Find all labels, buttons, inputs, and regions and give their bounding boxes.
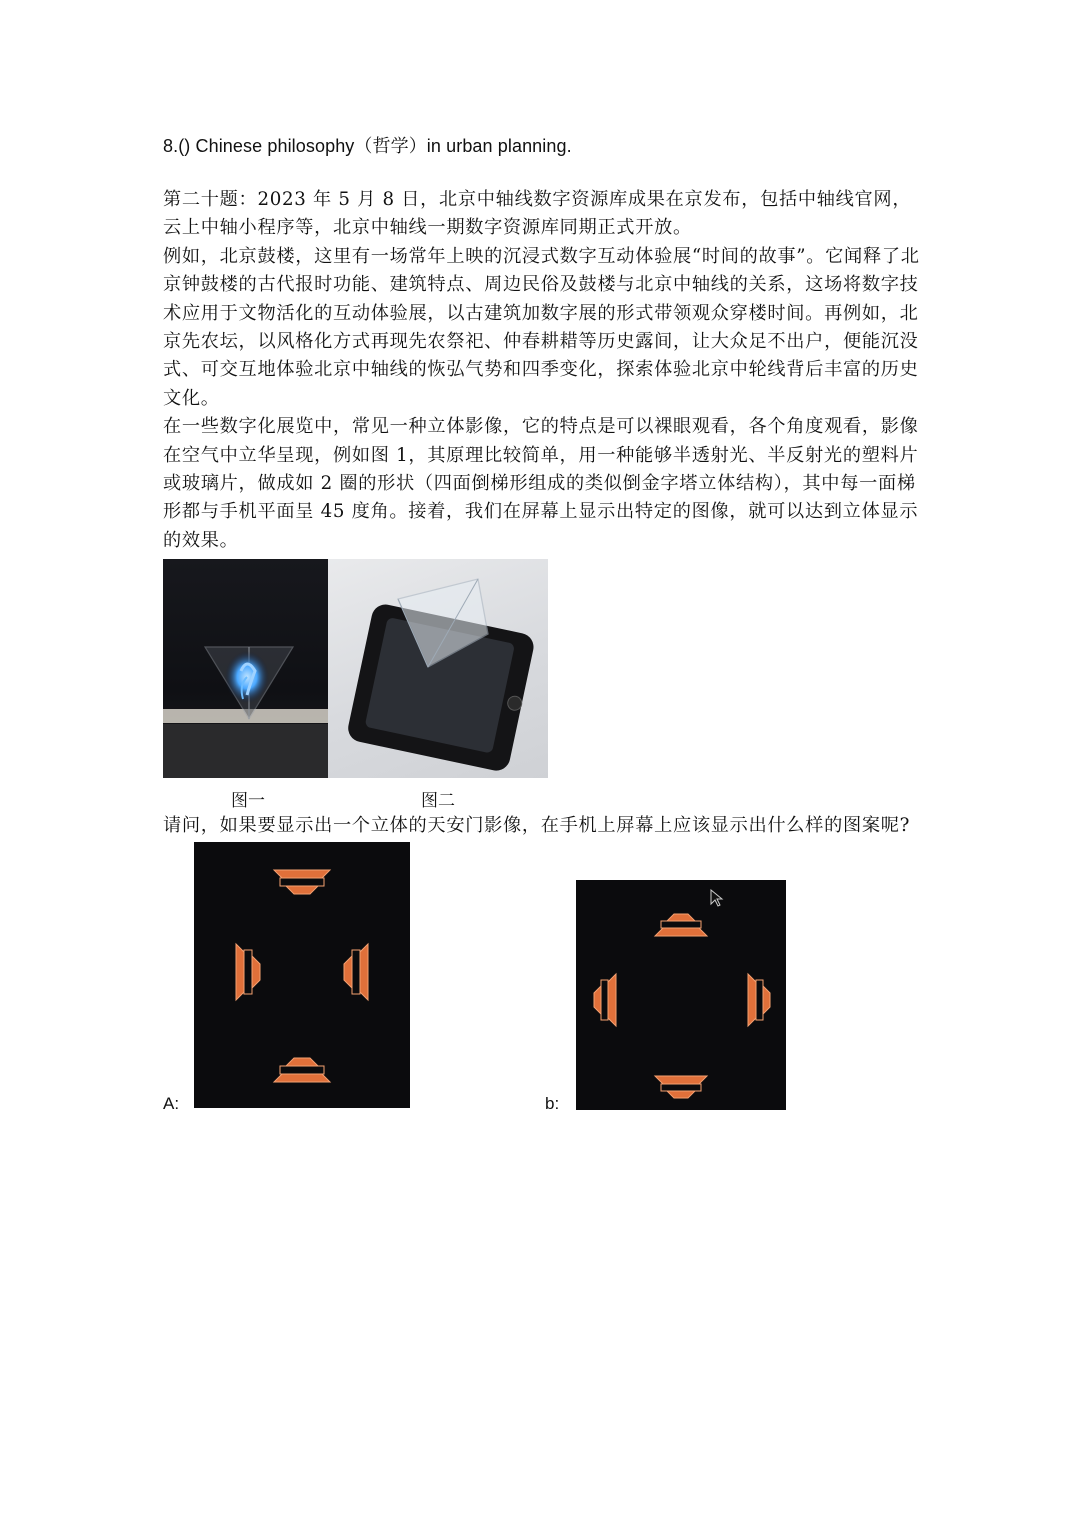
building-top (655, 914, 707, 936)
option-a-label: A: (163, 1094, 180, 1113)
figure-photos (163, 559, 548, 778)
phone-with-pyramid-illustration (328, 559, 548, 778)
building-bottom (655, 1076, 707, 1098)
option-a-tiananmen-pattern (194, 842, 410, 1108)
building-left (594, 974, 616, 1026)
option-a-image (194, 842, 410, 1108)
building-right (748, 974, 770, 1026)
question-text: 请问，如果要显示出一个立体的天安门影像，在手机上屏幕上应该显示出什么样的图案呢? (163, 815, 911, 836)
option-b-label: b: (545, 1094, 560, 1113)
figure-2-phone-pyramid-photo (328, 559, 548, 778)
figure-1-hologram-photo (163, 559, 328, 778)
option-b-tiananmen-pattern (576, 880, 786, 1110)
question-8-line: 8.() Chinese philosophy（哲学）in urban planning. (163, 136, 572, 156)
hologram-pyramid-illustration (163, 559, 328, 778)
caption-figure-1: 图一 (231, 791, 265, 811)
building-right (344, 944, 368, 1000)
option-b-image (576, 880, 786, 1110)
caption-figure-2: 图二 (421, 791, 455, 811)
building-top (274, 870, 330, 894)
paragraph-1: 第二十题：2023 年 5 月 8 日，北京中轴线数字资源库成果在京发布，包括中轴线官网，云上中轴小程序等，北京中轴线一期数字资源库同期正式开放。 (163, 189, 912, 239)
building-left (236, 944, 260, 1000)
mouse-cursor-icon (711, 890, 722, 906)
building-bottom (274, 1058, 330, 1082)
paragraph-3: 在一些数字化展览中，常见一种立体影像，它的特点是可以裸眼观看，各个角度观看，影像在空气中立华呈现，例如图 1，其原理比较简单，用一种能够半透射光、半反射光的塑料片或玻璃片，做成如 2 圈的形状（四面倒梯形组成的类似倒金字塔立体结构），其中每一面梯形都与手机平面呈 45 度角。接着，我们在屏幕上显示出特定的图像，就可以达到立体显示的效果。 (163, 416, 919, 551)
paragraph-2: 例如，北京鼓楼，这里有一场常年上映的沉浸式数字互动体验展“时间的故事”。它闻释了北京钟鼓楼的古代报时功能、建筑特点、周边民俗及鼓楼与北京中轴线的关系，这场将数字技术应用于文物活化的互动体验展，以古建筑加数字展的形式带领观众穿楼时间。再例如，北京先农坛，以风格化方式再现先农祭祀、仲春耕耤等历史露间，让大众足不出户，便能沉没式、可交互地体验北京中轴线的恢弘气势和四季变化，探索体验北京中轮线背后丰富的历史文化。 (163, 245, 920, 409)
question-20-text (163, 186, 923, 555)
